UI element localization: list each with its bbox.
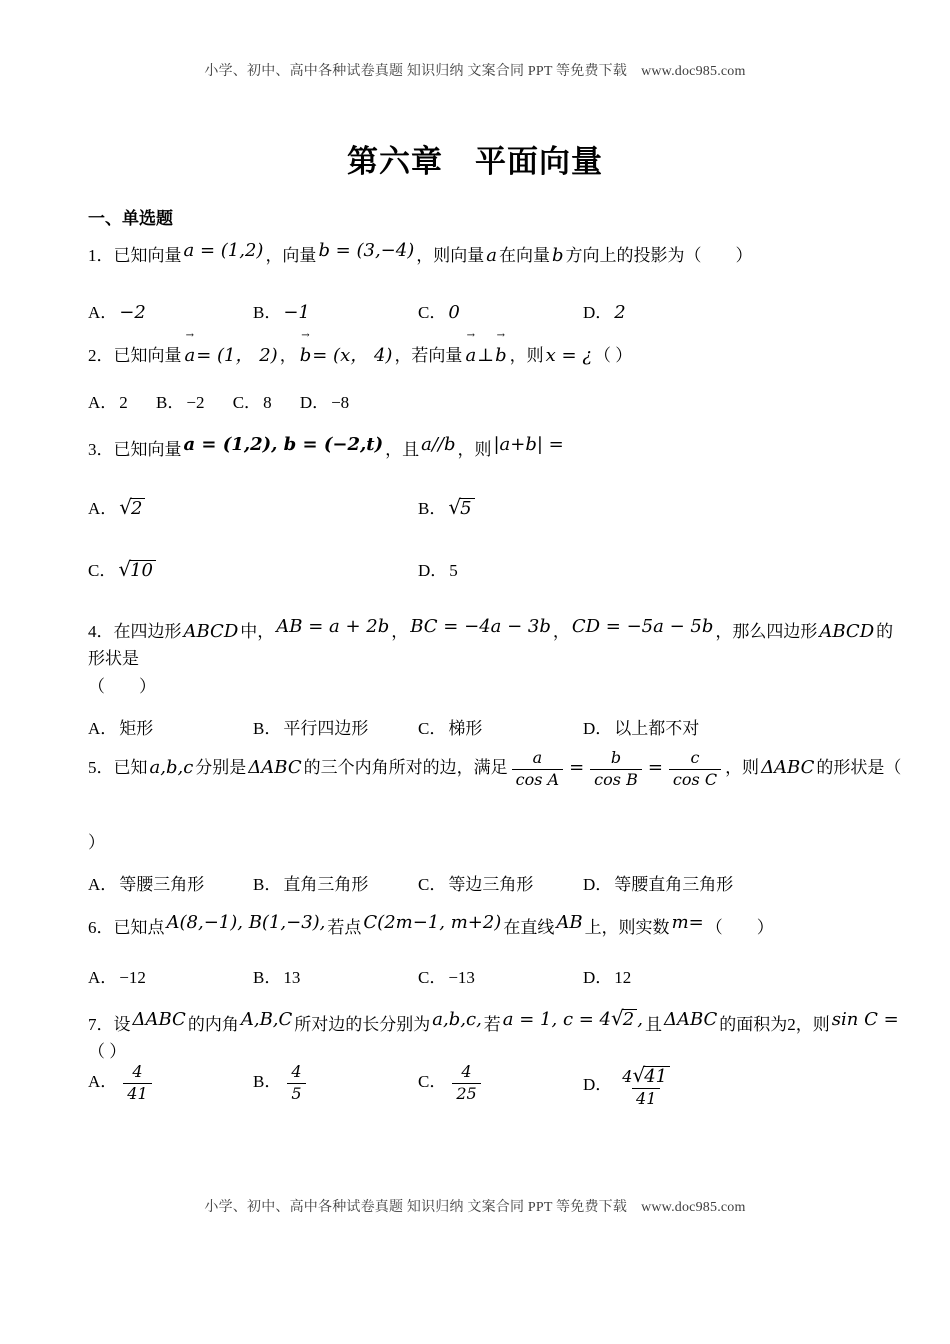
- stem-text: 3．已知向量: [88, 440, 182, 459]
- option-d: [583, 298, 905, 323]
- option-c: [418, 714, 583, 739]
- option-label: C．: [418, 875, 447, 894]
- question-3-options-row-2: [88, 556, 905, 582]
- math-perpendicular: [462, 330, 509, 366]
- fraction: [287, 1062, 305, 1105]
- option-d: [300, 393, 349, 412]
- stem-text: 上，则实数: [584, 918, 670, 937]
- vector-b: [494, 330, 508, 370]
- math-abcd: ABCD: [183, 621, 239, 642]
- option-c: [418, 1062, 583, 1105]
- option-label: A．: [88, 499, 118, 518]
- stem-text: ，则向量: [416, 246, 485, 265]
- option-value: 矩形: [119, 719, 154, 738]
- fraction: [452, 1062, 480, 1105]
- question-7-stem: [88, 1008, 905, 1065]
- math-angles: A,B,C: [240, 1009, 293, 1030]
- vector-b-coords: = (x， 4): [312, 345, 393, 366]
- option-value: 梯形: [448, 719, 483, 738]
- stem-text: ，: [391, 622, 409, 641]
- math-point-c: C(2m−1, m+2): [363, 912, 502, 933]
- option-b: [253, 870, 418, 895]
- numerator: [618, 1062, 674, 1088]
- fraction-b-cosB: [590, 748, 642, 791]
- option-value: −2: [186, 393, 205, 412]
- perp-symbol: ⊥: [477, 345, 495, 366]
- option-a: [88, 1062, 253, 1105]
- vector-arrow-icon: →: [185, 330, 195, 341]
- question-7-options: [88, 1062, 905, 1110]
- stem-text: 1．已知向量: [88, 246, 182, 265]
- option-label: B．: [253, 968, 282, 987]
- option-value: 13: [283, 968, 301, 987]
- math-given-values: [501, 1006, 645, 1030]
- question-3-options-row-1: [88, 494, 905, 520]
- question-1-stem: [88, 242, 905, 270]
- math-bc: BC = −4a − 3b: [410, 616, 551, 637]
- numerator: 4: [291, 1062, 302, 1081]
- math-a: a: [486, 245, 497, 266]
- question-2-stem: [88, 330, 905, 370]
- numerator: 4: [461, 1062, 472, 1081]
- stem-text: 的三个内角所对的边，满足: [303, 758, 508, 778]
- math-text: ,: [637, 1009, 643, 1030]
- option-value: 等边三角形: [448, 875, 534, 894]
- denominator: 25: [452, 1083, 480, 1105]
- numerator: 4: [132, 1062, 143, 1081]
- radicand: 5: [459, 498, 474, 520]
- math-line-ab: AB: [556, 912, 583, 933]
- sqrt-expression: [611, 1006, 637, 1030]
- stem-text: （ ）: [593, 346, 633, 365]
- option-label: A．: [88, 968, 118, 987]
- stem-text: 的内角: [187, 1015, 239, 1034]
- option-c: [418, 870, 583, 895]
- option-label: C．: [88, 561, 117, 580]
- vector-b: [299, 330, 313, 370]
- option-value: 5: [449, 561, 458, 580]
- vector-base: a: [184, 345, 196, 366]
- option-label: B．: [156, 393, 185, 412]
- option-label: B．: [253, 303, 282, 322]
- denominator: cos C: [669, 769, 721, 791]
- numerator: a: [532, 748, 543, 767]
- option-c: [418, 963, 583, 988]
- option-value: 等腰直角三角形: [614, 875, 734, 894]
- math-text: a = 1, c = 4: [502, 1009, 612, 1030]
- header-url: www.doc985.com: [641, 64, 746, 79]
- stem-text: ，则: [457, 440, 492, 459]
- math-sides: a,b,c: [149, 757, 194, 779]
- stem-text: ，: [552, 622, 570, 641]
- math-triangle-abc: ΔABC: [663, 1009, 718, 1030]
- stem-text: 4．在四边形: [88, 622, 182, 641]
- radical-sign: √: [632, 1063, 646, 1087]
- option-c: [418, 298, 583, 323]
- option-value: 等腰三角形: [119, 875, 205, 894]
- stem-text: 中，: [240, 622, 275, 641]
- header: [0, 60, 950, 80]
- fraction-c-cosC: [669, 748, 721, 791]
- math-x-equals: x = ¿: [545, 345, 592, 366]
- equals-sign: =: [647, 757, 663, 779]
- math-parallel: a//b: [421, 434, 456, 455]
- stem-text: （ ）: [88, 1042, 127, 1061]
- stem-text: ，向量: [265, 246, 317, 265]
- option-label: C．: [418, 303, 447, 322]
- numerator-coefficient: 4: [622, 1067, 633, 1086]
- radical-sign: √: [119, 495, 133, 519]
- vector-base: a: [465, 345, 477, 366]
- question-4-stem-line-2: （ ）: [88, 677, 156, 696]
- denominator: cos B: [590, 769, 642, 791]
- option-a: [88, 298, 253, 323]
- question-5-stem-line-2: ）: [88, 833, 105, 852]
- math-triangle-abc: ΔABC: [248, 757, 302, 779]
- math-vector-b-def: b = (3,−4): [318, 240, 415, 261]
- option-c: [88, 556, 418, 582]
- option-label: D．: [583, 968, 613, 987]
- math-abcd: ABCD: [819, 621, 875, 642]
- question-5-stem: [88, 748, 905, 791]
- option-b: [253, 1062, 418, 1105]
- vector-arrow-icon: →: [466, 330, 475, 341]
- stem-text: ，则: [725, 758, 760, 778]
- sqrt-expression: [632, 1063, 670, 1087]
- math-m-equals: m=: [671, 912, 704, 933]
- option-label: A．: [88, 303, 118, 322]
- math-triangle-abc: ΔABC: [132, 1009, 186, 1030]
- stem-text: 分别是: [195, 758, 247, 778]
- option-value: 8: [263, 393, 272, 412]
- denominator: 41: [123, 1083, 151, 1105]
- question-6-stem: [88, 914, 905, 942]
- stem-text: 的面积为2，则: [719, 1015, 830, 1034]
- equals-sign: =: [569, 757, 585, 779]
- vector-arrow-icon: →: [301, 330, 310, 341]
- stem-text: （ ）: [705, 918, 774, 937]
- math-cd: CD = −5a − 5b: [571, 616, 714, 637]
- vector-base: b: [495, 345, 507, 366]
- option-a: [88, 963, 253, 988]
- stem-text: 在直线: [503, 918, 555, 937]
- radical-sign: √: [118, 557, 132, 581]
- vector-a-coords: = (1， 2): [196, 345, 278, 366]
- option-label: C．: [418, 719, 447, 738]
- option-a: [88, 714, 253, 739]
- stem-text: ，若向量: [394, 346, 463, 365]
- question-4-options: [88, 714, 905, 739]
- question-6-options: [88, 963, 905, 988]
- option-b: [253, 963, 418, 988]
- stem-text: 所对边的长分别为: [294, 1015, 431, 1034]
- option-value: 以上都不对: [614, 719, 700, 738]
- vector-a: [464, 330, 477, 370]
- option-c: [233, 393, 272, 412]
- option-d: [418, 556, 905, 581]
- sqrt-expression: [448, 495, 474, 519]
- option-label: A．: [88, 1072, 118, 1092]
- option-label: D．: [418, 561, 448, 580]
- option-value: −1: [283, 302, 310, 323]
- option-label: A．: [88, 393, 118, 412]
- footer-url: www.doc985.com: [641, 1200, 746, 1215]
- stem-text: 7．设: [88, 1015, 131, 1034]
- math-vector-a-def: a = (1,2): [183, 240, 264, 261]
- option-value: −13: [448, 968, 475, 987]
- vector-arrow-icon: →: [496, 330, 506, 341]
- math-vector-b-def: [297, 330, 395, 366]
- header-text: 小学、初中、高中各种试卷真题 知识归纳 文案合同 PPT 等免费下载: [204, 64, 628, 79]
- option-label: A．: [88, 719, 118, 738]
- option-d: [583, 963, 905, 988]
- stem-text: 的形状是（: [816, 758, 902, 778]
- option-a: [88, 494, 418, 520]
- stem-text: 若点: [327, 918, 362, 937]
- stem-text: ，且: [385, 440, 420, 459]
- radicand: 2: [622, 1009, 637, 1031]
- stem-text: 且: [644, 1015, 662, 1034]
- option-b: [253, 298, 418, 323]
- stem-text: 在向量: [498, 246, 550, 265]
- page-title: 第六章 平面向量: [347, 144, 603, 179]
- option-label: C．: [232, 393, 262, 412]
- math-ab: AB = a + 2b: [276, 616, 390, 637]
- option-value: 直角三角形: [283, 875, 369, 894]
- denominator: 5: [287, 1083, 305, 1105]
- option-value: 平行四边形: [283, 719, 369, 738]
- option-label: D．: [299, 393, 330, 412]
- option-label: B．: [418, 499, 447, 518]
- option-label: B．: [253, 875, 282, 894]
- math-sides: a,b,c,: [432, 1009, 482, 1030]
- question-5-options: [88, 870, 905, 895]
- footer-text: 小学、初中、高中各种试卷真题 知识归纳 文案合同 PPT 等免费下载: [204, 1200, 628, 1215]
- math-vector-a-def: [182, 330, 280, 366]
- option-d: [583, 870, 905, 895]
- math-b: b: [551, 245, 564, 266]
- stem-text: ，那么四边形: [715, 622, 818, 641]
- section-heading: 一、单选题: [88, 209, 173, 228]
- stem-text: 若: [483, 1015, 501, 1034]
- option-label: D．: [583, 719, 613, 738]
- radical-sign: √: [611, 1006, 624, 1030]
- vector-a: [184, 330, 197, 370]
- radicand: 10: [129, 560, 156, 582]
- stem-text: ，则: [509, 346, 544, 365]
- option-b: [253, 714, 418, 739]
- question-1-options: [88, 298, 905, 323]
- math-sinC: sin C =: [831, 1009, 899, 1030]
- option-label: C．: [418, 1072, 447, 1092]
- option-label: D．: [583, 1075, 613, 1094]
- option-value: 12: [614, 968, 632, 987]
- numerator: c: [690, 748, 700, 767]
- sqrt-expression: [119, 495, 145, 519]
- option-b: [418, 494, 905, 520]
- option-label: C．: [418, 968, 447, 987]
- option-d: [583, 1062, 905, 1110]
- footer: [0, 1196, 950, 1216]
- stem-text: 的形状是: [88, 622, 894, 668]
- question-3-stem: [88, 436, 905, 464]
- stem-text: 2．已知向量: [88, 346, 182, 365]
- option-label: D．: [583, 303, 613, 322]
- math-vectors-def: a = (1,2), b = (−2,t): [183, 434, 384, 455]
- option-value: 0: [448, 302, 460, 323]
- option-label: D．: [583, 875, 613, 894]
- denominator: cos A: [512, 769, 563, 791]
- option-label: A．: [88, 875, 118, 894]
- stem-text: 方向上的投影为（ ）: [565, 246, 753, 265]
- option-a: [88, 870, 253, 895]
- stem-text: 6．已知点: [88, 918, 165, 937]
- denominator: 41: [632, 1088, 660, 1110]
- math-triangle-abc: ΔABC: [761, 757, 815, 779]
- radicand: 41: [643, 1066, 670, 1088]
- fraction: [123, 1062, 151, 1105]
- stem-text: 5．已知: [88, 758, 148, 778]
- option-a: [88, 393, 128, 412]
- option-label: B．: [253, 1072, 282, 1092]
- radical-sign: √: [448, 495, 462, 519]
- vector-base: b: [299, 345, 312, 366]
- numerator: b: [610, 748, 622, 767]
- option-value: 2: [614, 302, 626, 323]
- option-label: B．: [253, 719, 282, 738]
- option-b: [156, 393, 204, 412]
- radicand: 2: [130, 498, 145, 520]
- question-4-stem: [88, 618, 905, 672]
- stem-text: ，: [279, 346, 297, 365]
- option-value: 2: [119, 393, 128, 412]
- option-value: −8: [331, 393, 350, 412]
- fraction-with-sqrt: [618, 1062, 674, 1110]
- option-value: −2: [119, 302, 146, 323]
- sqrt-expression: [118, 557, 156, 581]
- option-value: −12: [119, 968, 146, 987]
- fraction-a-cosA: [512, 748, 563, 791]
- math-points-ab: A(8,−1), B(1,−3),: [166, 912, 326, 933]
- option-d: [583, 714, 905, 739]
- question-2-options: [88, 390, 905, 416]
- math-magnitude: |a+b| =: [493, 434, 564, 455]
